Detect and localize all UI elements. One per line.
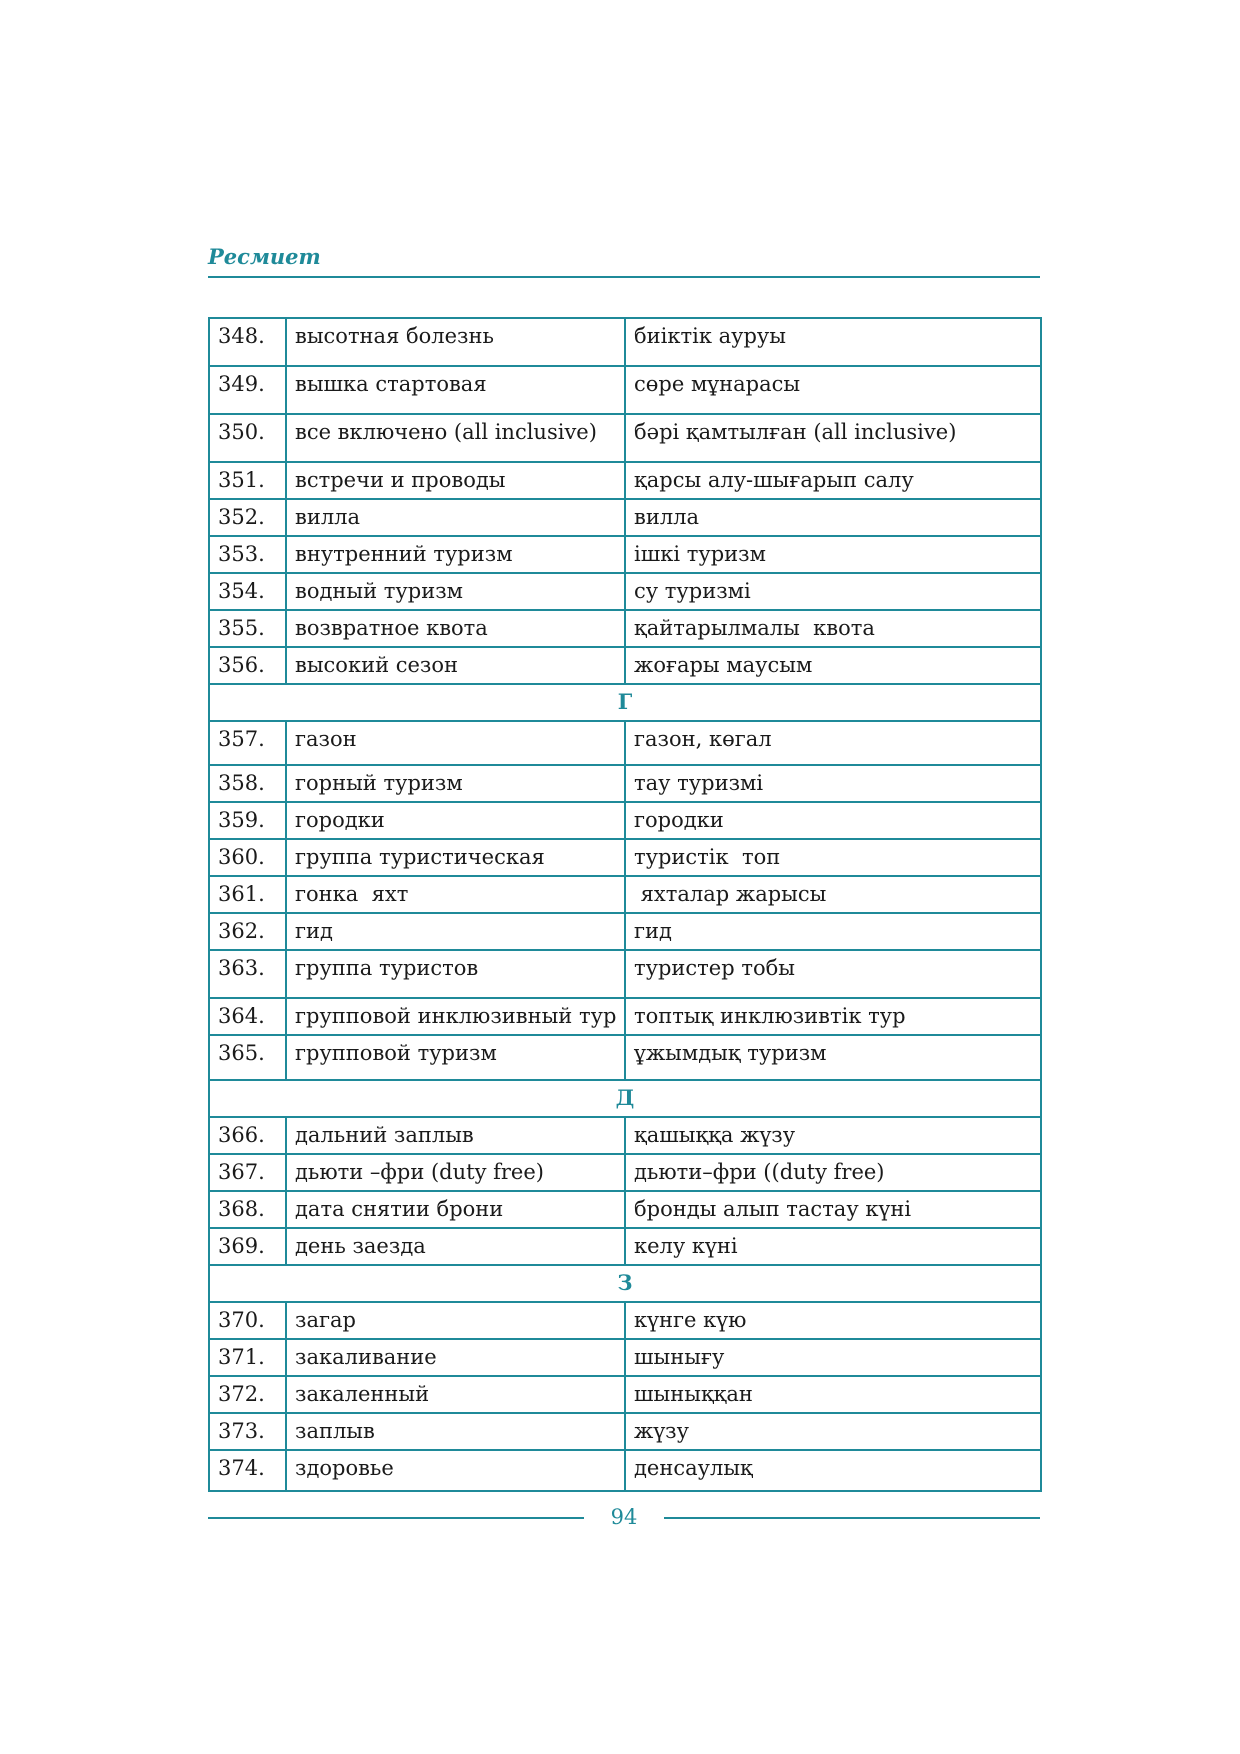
- term-kazakh: яхталар жарысы: [625, 876, 1041, 913]
- glossary-row: [209, 1154, 1041, 1191]
- page-number: 94: [610, 1505, 638, 1529]
- term-russian: горный туризм: [286, 765, 625, 802]
- entry-number: 367.: [209, 1154, 286, 1191]
- glossary-row: [209, 647, 1041, 684]
- entry-number: 360.: [209, 839, 286, 876]
- letter-section-header: [209, 684, 1041, 721]
- entry-number: 354.: [209, 573, 286, 610]
- entry-number: 353.: [209, 536, 286, 573]
- term-russian: возвратное квота: [286, 610, 625, 647]
- glossary-row: [209, 1228, 1041, 1265]
- term-kazakh: туристер тобы: [625, 950, 1041, 998]
- glossary-row: [209, 998, 1041, 1035]
- term-russian: групповой инклюзивный тур: [286, 998, 625, 1035]
- term-russian: внутренний туризм: [286, 536, 625, 573]
- glossary-table: [208, 317, 1042, 1492]
- term-kazakh: жүзу: [625, 1413, 1041, 1450]
- entry-number: 371.: [209, 1339, 286, 1376]
- entry-number: 369.: [209, 1228, 286, 1265]
- glossary-row: [209, 1191, 1041, 1228]
- glossary-row: [209, 913, 1041, 950]
- term-russian: группа туристов: [286, 950, 625, 998]
- glossary-row: [209, 318, 1041, 366]
- term-kazakh: гид: [625, 913, 1041, 950]
- term-russian: гонка яхт: [286, 876, 625, 913]
- entry-number: 366.: [209, 1117, 286, 1154]
- entry-number: 352.: [209, 499, 286, 536]
- header-rule: [208, 276, 1040, 278]
- glossary-row: [209, 536, 1041, 573]
- entry-number: 357.: [209, 721, 286, 765]
- glossary-row: [209, 765, 1041, 802]
- term-kazakh: шыныққан: [625, 1376, 1041, 1413]
- glossary-row: [209, 839, 1041, 876]
- glossary-row: [209, 1413, 1041, 1450]
- entry-number: 363.: [209, 950, 286, 998]
- entry-number: 350.: [209, 414, 286, 462]
- entry-number: 348.: [209, 318, 286, 366]
- glossary-row: [209, 1450, 1041, 1491]
- term-kazakh: қашыққа жүзу: [625, 1117, 1041, 1154]
- term-kazakh: ұжымдық туризм: [625, 1035, 1041, 1080]
- glossary-row: [209, 573, 1041, 610]
- glossary-row: [209, 499, 1041, 536]
- term-russian: день заезда: [286, 1228, 625, 1265]
- term-kazakh: газон, көгал: [625, 721, 1041, 765]
- glossary-row: [209, 721, 1041, 765]
- term-russian: дьюти –фри (duty free): [286, 1154, 625, 1191]
- term-russian: гид: [286, 913, 625, 950]
- glossary-row: [209, 1302, 1041, 1339]
- term-russian: дата снятии брони: [286, 1191, 625, 1228]
- term-kazakh: жоғары маусым: [625, 647, 1041, 684]
- term-kazakh: биіктік ауруы: [625, 318, 1041, 366]
- letter-section-header: [209, 1265, 1041, 1302]
- term-russian: вилла: [286, 499, 625, 536]
- entry-number: 370.: [209, 1302, 286, 1339]
- term-russian: здоровье: [286, 1450, 625, 1491]
- glossary-row: [209, 414, 1041, 462]
- term-kazakh: қайтарылмалы квота: [625, 610, 1041, 647]
- entry-number: 364.: [209, 998, 286, 1035]
- term-russian: заплыв: [286, 1413, 625, 1450]
- term-russian: групповой туризм: [286, 1035, 625, 1080]
- term-russian: встречи и проводы: [286, 462, 625, 499]
- glossary-row: [209, 366, 1041, 414]
- term-kazakh: қарсы алу-шығарып салу: [625, 462, 1041, 499]
- section-letter: Г: [209, 684, 1041, 721]
- entry-number: 372.: [209, 1376, 286, 1413]
- entry-number: 374.: [209, 1450, 286, 1491]
- term-russian: городки: [286, 802, 625, 839]
- entry-number: 362.: [209, 913, 286, 950]
- term-russian: дальний заплыв: [286, 1117, 625, 1154]
- entry-number: 358.: [209, 765, 286, 802]
- term-russian: закаливание: [286, 1339, 625, 1376]
- glossary-row: [209, 1376, 1041, 1413]
- section-letter: Д: [209, 1080, 1041, 1117]
- term-russian: газон: [286, 721, 625, 765]
- running-title: Ресмиет: [208, 244, 321, 269]
- term-kazakh: вилла: [625, 499, 1041, 536]
- term-kazakh: ішкі туризм: [625, 536, 1041, 573]
- entry-number: 356.: [209, 647, 286, 684]
- term-kazakh: туристік топ: [625, 839, 1041, 876]
- term-russian: вышка стартовая: [286, 366, 625, 414]
- entry-number: 361.: [209, 876, 286, 913]
- entry-number: 359.: [209, 802, 286, 839]
- term-russian: высотная болезнь: [286, 318, 625, 366]
- entry-number: 349.: [209, 366, 286, 414]
- term-kazakh: шынығу: [625, 1339, 1041, 1376]
- entry-number: 351.: [209, 462, 286, 499]
- glossary-body: [209, 318, 1041, 1491]
- term-russian: водный туризм: [286, 573, 625, 610]
- glossary-row: [209, 950, 1041, 998]
- term-russian: закаленный: [286, 1376, 625, 1413]
- term-russian: все включено (all inclusive): [286, 414, 625, 462]
- term-kazakh: тау туризмі: [625, 765, 1041, 802]
- term-kazakh: дьюти–фри ((duty free): [625, 1154, 1041, 1191]
- term-kazakh: топтық инклюзивтік тур: [625, 998, 1041, 1035]
- glossary-row: [209, 1339, 1041, 1376]
- glossary-row: [209, 802, 1041, 839]
- letter-section-header: [209, 1080, 1041, 1117]
- glossary-row: [209, 876, 1041, 913]
- entry-number: 365.: [209, 1035, 286, 1080]
- glossary-row: [209, 462, 1041, 499]
- section-letter: З: [209, 1265, 1041, 1302]
- term-russian: высокий сезон: [286, 647, 625, 684]
- term-kazakh: су туризмі: [625, 573, 1041, 610]
- term-kazakh: бәрі қамтылған (all inclusive): [625, 414, 1041, 462]
- entry-number: 373.: [209, 1413, 286, 1450]
- footer-rule-right: [664, 1517, 1040, 1519]
- term-kazakh: сөре мұнарасы: [625, 366, 1041, 414]
- term-kazakh: бронды алып тастау күні: [625, 1191, 1041, 1228]
- glossary-row: [209, 610, 1041, 647]
- term-kazakh: күнге күю: [625, 1302, 1041, 1339]
- glossary-row: [209, 1035, 1041, 1080]
- entry-number: 355.: [209, 610, 286, 647]
- footer-rule-left: [208, 1517, 584, 1519]
- term-kazakh: денсаулық: [625, 1450, 1041, 1491]
- term-kazakh: келу күні: [625, 1228, 1041, 1265]
- term-russian: загар: [286, 1302, 625, 1339]
- term-russian: группа туристическая: [286, 839, 625, 876]
- term-kazakh: городки: [625, 802, 1041, 839]
- glossary-row: [209, 1117, 1041, 1154]
- entry-number: 368.: [209, 1191, 286, 1228]
